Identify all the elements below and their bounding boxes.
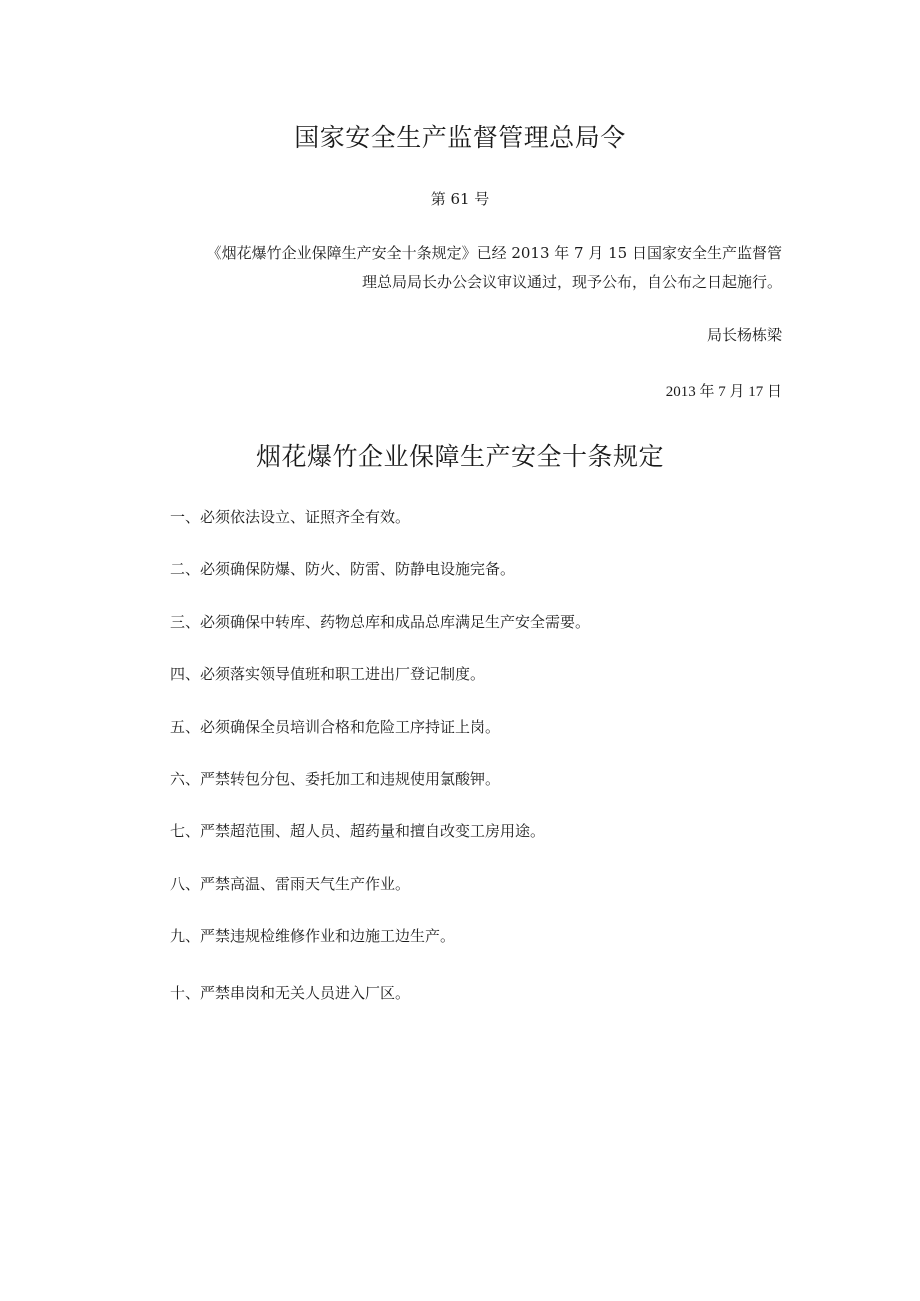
rule-item: 二、必须确保防爆、防火、防雷、防静电设施完备。 bbox=[170, 560, 516, 579]
rule-item: 十、严禁串岗和无关人员进入厂区。 bbox=[170, 983, 411, 1002]
announcement-line-2: 理总局局长办公会议审议通过，现予公布，自公布之日起施行。 bbox=[361, 273, 782, 291]
rule-item: 七、严禁超范围、超人员、超药量和擅自改变工房用途。 bbox=[170, 822, 546, 841]
announcement-line-1: 《烟花爆竹企业保障生产安全十条规定》已经 2013 年 7 月 15 日国家安全生产监督管 bbox=[206, 244, 782, 262]
rule-item: 三、必须确保中转库、药物总库和成品总库满足生产安全需要。 bbox=[170, 612, 591, 631]
rule-item: 五、必须确保全员培训合格和危险工序持证上岗。 bbox=[170, 717, 501, 736]
order-date: 2013 年 7 月 17 日 bbox=[665, 384, 782, 400]
rules-list bbox=[170, 505, 590, 1033]
order-title: 国家安全生产监督管理总局令 bbox=[294, 123, 626, 152]
order-number: 第 61 号 bbox=[430, 190, 490, 208]
rule-item: 八、严禁高温、雷雨天气生产作业。 bbox=[170, 874, 411, 893]
signature: 局长杨栋梁 bbox=[706, 326, 782, 344]
rule-item: 六、严禁转包分包、委托加工和违规使用氯酸钾。 bbox=[170, 769, 501, 788]
rules-title: 烟花爆竹企业保障生产安全十条规定 bbox=[255, 442, 664, 471]
announcement-paragraph bbox=[150, 239, 782, 297]
rule-item: 九、严禁违规检维修作业和边施工边生产。 bbox=[170, 927, 456, 946]
rule-item: 一、必须依法设立、证照齐全有效。 bbox=[170, 508, 411, 526]
rule-item: 四、必须落实领导值班和职工进出厂登记制度。 bbox=[170, 665, 486, 684]
